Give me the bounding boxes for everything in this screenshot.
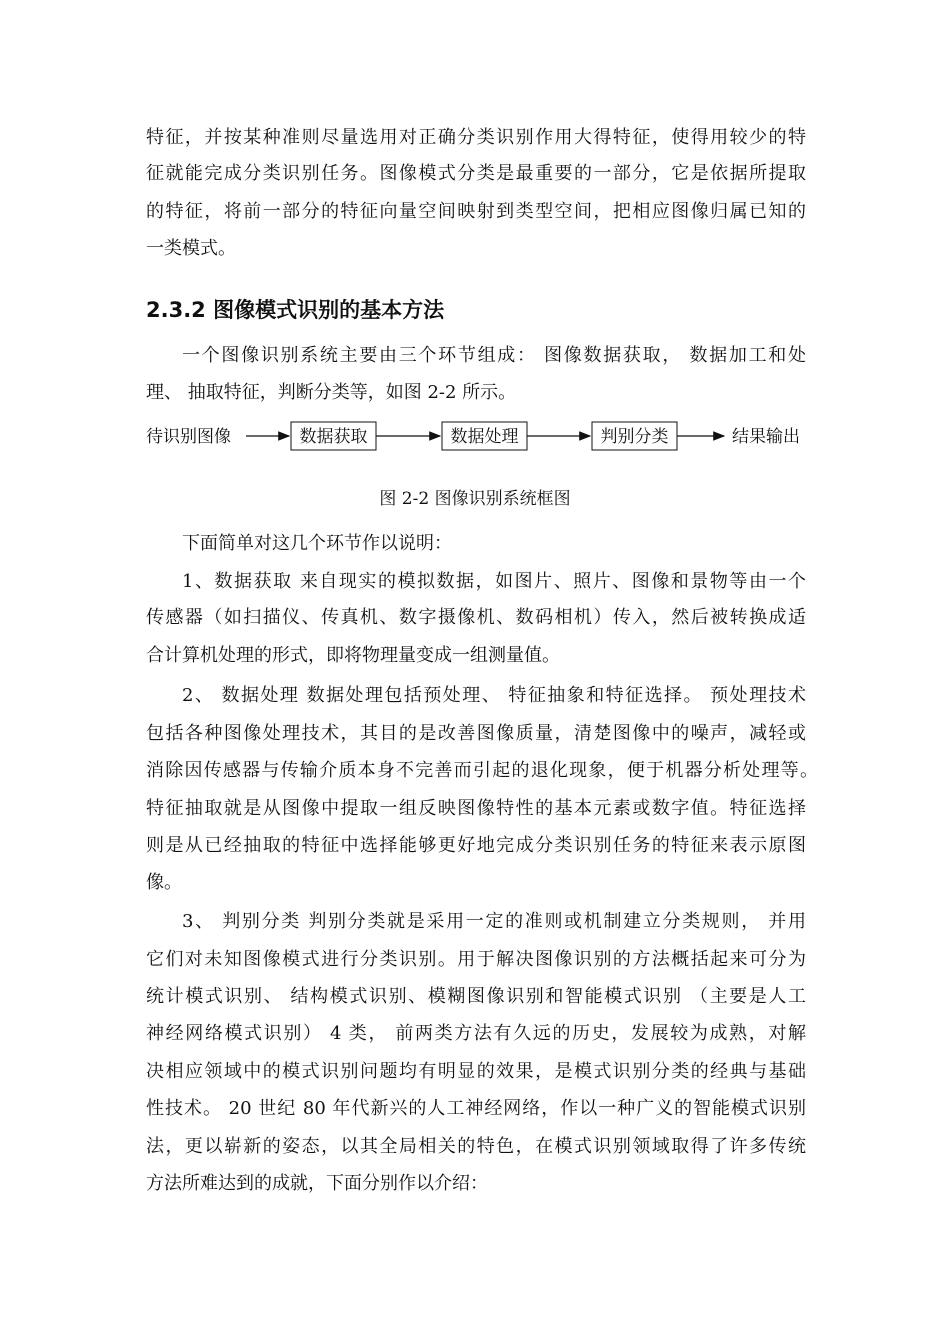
text-line: 包括各种图像处理技术，其目的是改善图像质量，清楚图像中的噪声，减轻或 [146,723,806,744]
text-line: 统计模式识别、 结构模式识别、模糊图像识别和智能模式识别 （主要是人工 [146,986,806,1007]
text-line: 特征抽取就是从图像中提取一组反映图像特性的基本元素或数字值。特征选择 [146,798,806,819]
text-line: 3、 判别分类 判别分类就是采用一定的准则或机制建立分类规则， 并用 [182,911,806,932]
text-line: 特征，并按某种准则尽量选用对正确分类识别作用大得特征，使得用较少的特 [146,127,806,148]
text-line: 它们对未知图像模式进行分类识别。用于解决图像识别的方法概括起来可分为 [146,949,806,970]
text-line: 一类模式。 [146,238,236,259]
flow-step-label: 判别分类 [600,427,669,447]
flow-step-box [291,422,376,450]
text-line: 像。 [146,872,182,893]
text-line: 传感器（如扫描仪、传真机、数字摄像机、数码相机）传入，然后被转换成适 [146,607,806,628]
text-line: 2、 数据处理 数据处理包括预处理、 特征抽象和特征选择。 预处理技术 [182,685,806,706]
text-line: 性技术。 20 世纪 80 年代新兴的人工神经网络，作以一种广义的智能模式识别 [146,1098,806,1119]
flow-step-label: 数据获取 [299,427,368,447]
text-line: 消除因传感器与传输介质本身不完善而引起的退化现象，便于机器分析处理等。 [146,760,818,781]
text-line: 的特征，将前一部分的特征向量空间映射到类型空间，把相应图像归属已知的 [146,201,806,222]
flow-step-box [442,422,527,450]
text-line: 一个图像识别系统主要由三个环节组成： 图像数据获取， 数据加工和处 [182,345,806,366]
flow-input-label: 待识别图像 [146,427,231,447]
text-line: 法，更以崭新的姿态，以其全局相关的特色，在模式识别领域取得了许多传统 [146,1136,806,1157]
text-line: 则是从已经抽取的特征中选择能够更好地完成分类识别任务的特征来表示原图 [146,835,806,856]
flow-step-label: 数据处理 [450,427,519,447]
text-line: 征就能完成分类识别任务。图像模式分类是最重要的一部分，它是依据所提取 [146,163,806,184]
text-line: 合计算机处理的形式，即将物理量变成一组测量值。 [146,645,560,666]
figure-caption: 图 2-2 图像识别系统框图 [379,489,571,509]
section-heading: 2.3.2 图像模式识别的基本方法 [146,298,445,322]
text-line: 神经网络模式识别） 4 类， 前两类方法有久远的历史，发展较为成熟，对解 [146,1023,806,1044]
text-line: 方法所难达到的成就，下面分别作以介绍： [146,1173,488,1194]
text-line: 决相应领域中的模式识别问题均有明显的效果，是模式识别分类的经典与基础 [146,1061,806,1082]
text-line: 1、数据获取 来自现实的模拟数据，如图片、照片、图像和景物等由一个 [182,571,806,592]
flow-output-label: 结果输出 [732,427,800,447]
paragraph-intro-steps: 下面简单对这几个环节作以说明： [182,533,452,554]
flow-step-box [592,422,677,450]
text-line: 理、 抽取特征，判断分类等，如图 2-2 所示。 [146,382,517,403]
